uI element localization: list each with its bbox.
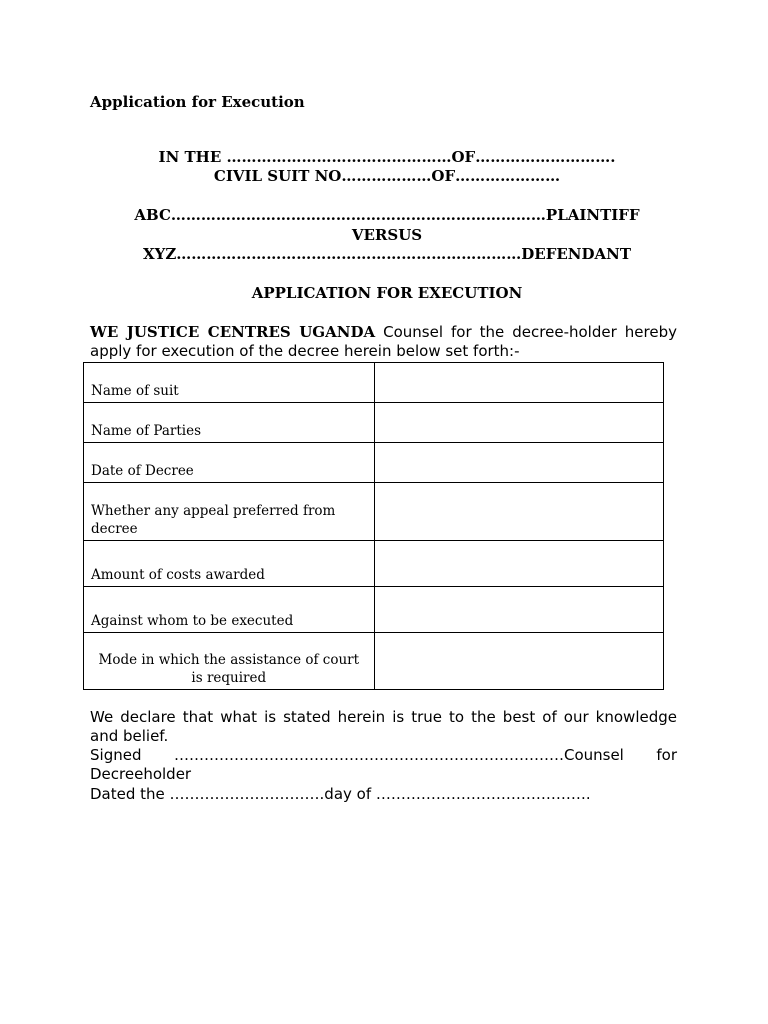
table-row [84,363,664,403]
defendant-line: XYZ……………………………………………………………DEFENDANT [142,245,632,263]
row-value-mode-of-assistance [374,633,663,690]
row-label-amount-of-costs: Amount of costs awarded [84,541,375,587]
intro-line-2: apply for execution of the decree herein below set forth:- [90,342,520,360]
civil-suit-line: CIVIL SUIT NO………………OF………………… [213,167,561,185]
applicant-name: WE JUSTICE CENTRES UGANDA [90,323,376,341]
table-row [84,483,664,541]
plaintiff-line: ABC…………………………………………………………………PLAINTIFF [134,206,640,224]
signature-blank: ……………………………………………………………………Counsel [173,746,624,764]
decreeholder-label: Decreeholder [90,765,192,783]
declaration-line-1: We declare that what is stated herein is true to the best of our knowledge [90,708,677,726]
row-label-date-of-decree: Date of Decree [84,443,375,483]
row-value-name-of-suit [374,363,663,403]
table-row [84,443,664,483]
table-row [84,541,664,587]
row-label-name-of-parties: Name of Parties [84,403,375,443]
row-value-date-of-decree [374,443,663,483]
intro-line-1 [90,323,677,342]
row-value-appeal-preferred [374,483,663,541]
execution-details-table [83,362,664,690]
row-value-name-of-parties [374,403,663,443]
row-value-against-whom [374,587,663,633]
declaration-line-2: and belief. [90,727,169,745]
signed-line [90,746,677,765]
row-value-amount-of-costs [374,541,663,587]
section-heading: APPLICATION FOR EXECUTION [251,284,523,302]
table-row [84,633,664,690]
table-row [84,403,664,443]
intro-line-1-rest: Counsel for the decree-holder hereby [383,323,677,341]
row-label-against-whom: Against whom to be executed [84,587,375,633]
table-row [84,587,664,633]
row-label-mode-of-assistance: Mode in which the assistance of court is required [84,633,375,690]
versus-label: VERSUS [351,226,423,244]
document-title: Application for Execution [90,93,305,111]
dated-line: Dated the ………………………….day of ……………………………………. [90,785,591,803]
signed-for: for [656,746,677,764]
row-label-name-of-suit: Name of suit [84,363,375,403]
row-label-appeal-preferred: Whether any appeal preferred from decree [84,483,375,541]
court-line: IN THE ………………………………………OF………………………. [158,148,616,166]
signed-label: Signed [90,746,142,764]
